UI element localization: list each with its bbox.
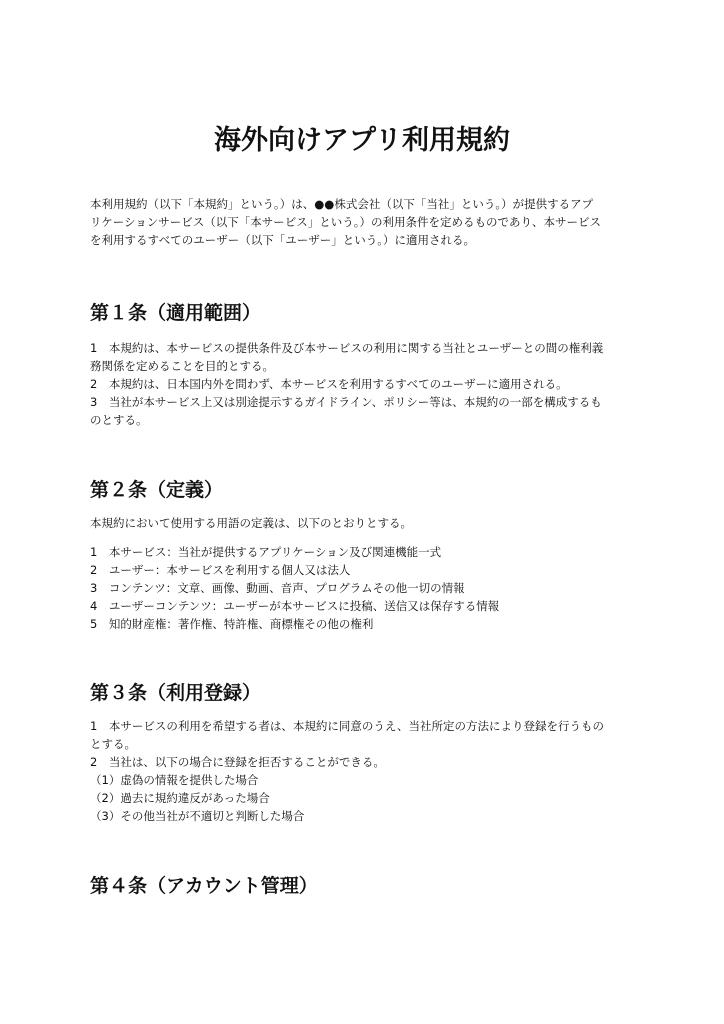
- article-1-heading: 第１条（適用範囲）: [90, 302, 262, 324]
- intro-line: 本利用規約（以下「本規約」という。）は、●●株式会社（以下「当社」という。）が提供するアプ: [90, 197, 594, 211]
- article-line: 4 ユーザーコンテンツ：ユーザーが本サービスに投稿、送信又は保存する情報: [90, 599, 500, 613]
- article-line: 1 本規約は、本サービスの提供条件及び本サービスの利用に関する当社とユーザーとの間の権利義: [90, 341, 604, 355]
- article-2-heading: 第２条（定義）: [90, 479, 224, 501]
- article-4-heading: 第４条（アカウント管理）: [90, 875, 318, 897]
- article-3-heading: 第３条（利用登録）: [90, 682, 262, 704]
- intro-paragraph: [90, 195, 650, 249]
- document-title: 海外向けアプリ利用規約: [214, 125, 510, 156]
- article-line: 3 コンテンツ：文章、画像、動画、音声、プログラムその他一切の情報: [90, 581, 465, 595]
- article-line: （2）過去に規約違反があった場合: [90, 791, 270, 805]
- article-line: 5 知的財産権：著作権、特許権、商標権その他の権利: [90, 617, 374, 631]
- intro-line: を利用するすべてのユーザー（以下「ユーザー」という。）に適用される。: [90, 233, 476, 247]
- article-line: 2 ユーザー：本サービスを利用する個人又は法人: [90, 563, 351, 577]
- article-line: 1 本サービス：当社が提供するアプリケーション及び関連機能一式: [90, 545, 442, 559]
- article-line: 務関係を定めることを目的とする。: [90, 359, 274, 373]
- article-line: 2 本規約は、日本国内外を問わず、本サービスを利用するすべてのユーザーに適用される。: [90, 377, 568, 391]
- article-2-lead: [90, 514, 650, 532]
- article-line: 3 当社が本サービス上又は別途提示するガイドライン、ポリシー等は、本規約の一部を構成するも: [90, 395, 602, 409]
- article-2-body: [90, 543, 650, 633]
- article-line: （1）虚偽の情報を提供した場合: [90, 773, 259, 787]
- intro-line: リケーションサービス（以下「本サービス」という。）の利用条件を定めるものであり、本サービス: [90, 215, 602, 229]
- article-line: のとする。: [90, 413, 148, 427]
- article-line: とする。: [90, 737, 136, 751]
- article-1-body: [90, 339, 650, 429]
- article-line: （3）その他当社が不適切と判断した場合: [90, 809, 305, 823]
- article-3-body: [90, 717, 650, 825]
- article-line: 2 当社は、以下の場合に登録を拒否することができる。: [90, 755, 385, 769]
- article-line: 1 本サービスの利用を希望する者は、本規約に同意のうえ、当社所定の方法により登録を行うもの: [90, 719, 605, 733]
- article-lead-line: 本規約において使用する用語の定義は、以下のとおりとする。: [90, 516, 412, 530]
